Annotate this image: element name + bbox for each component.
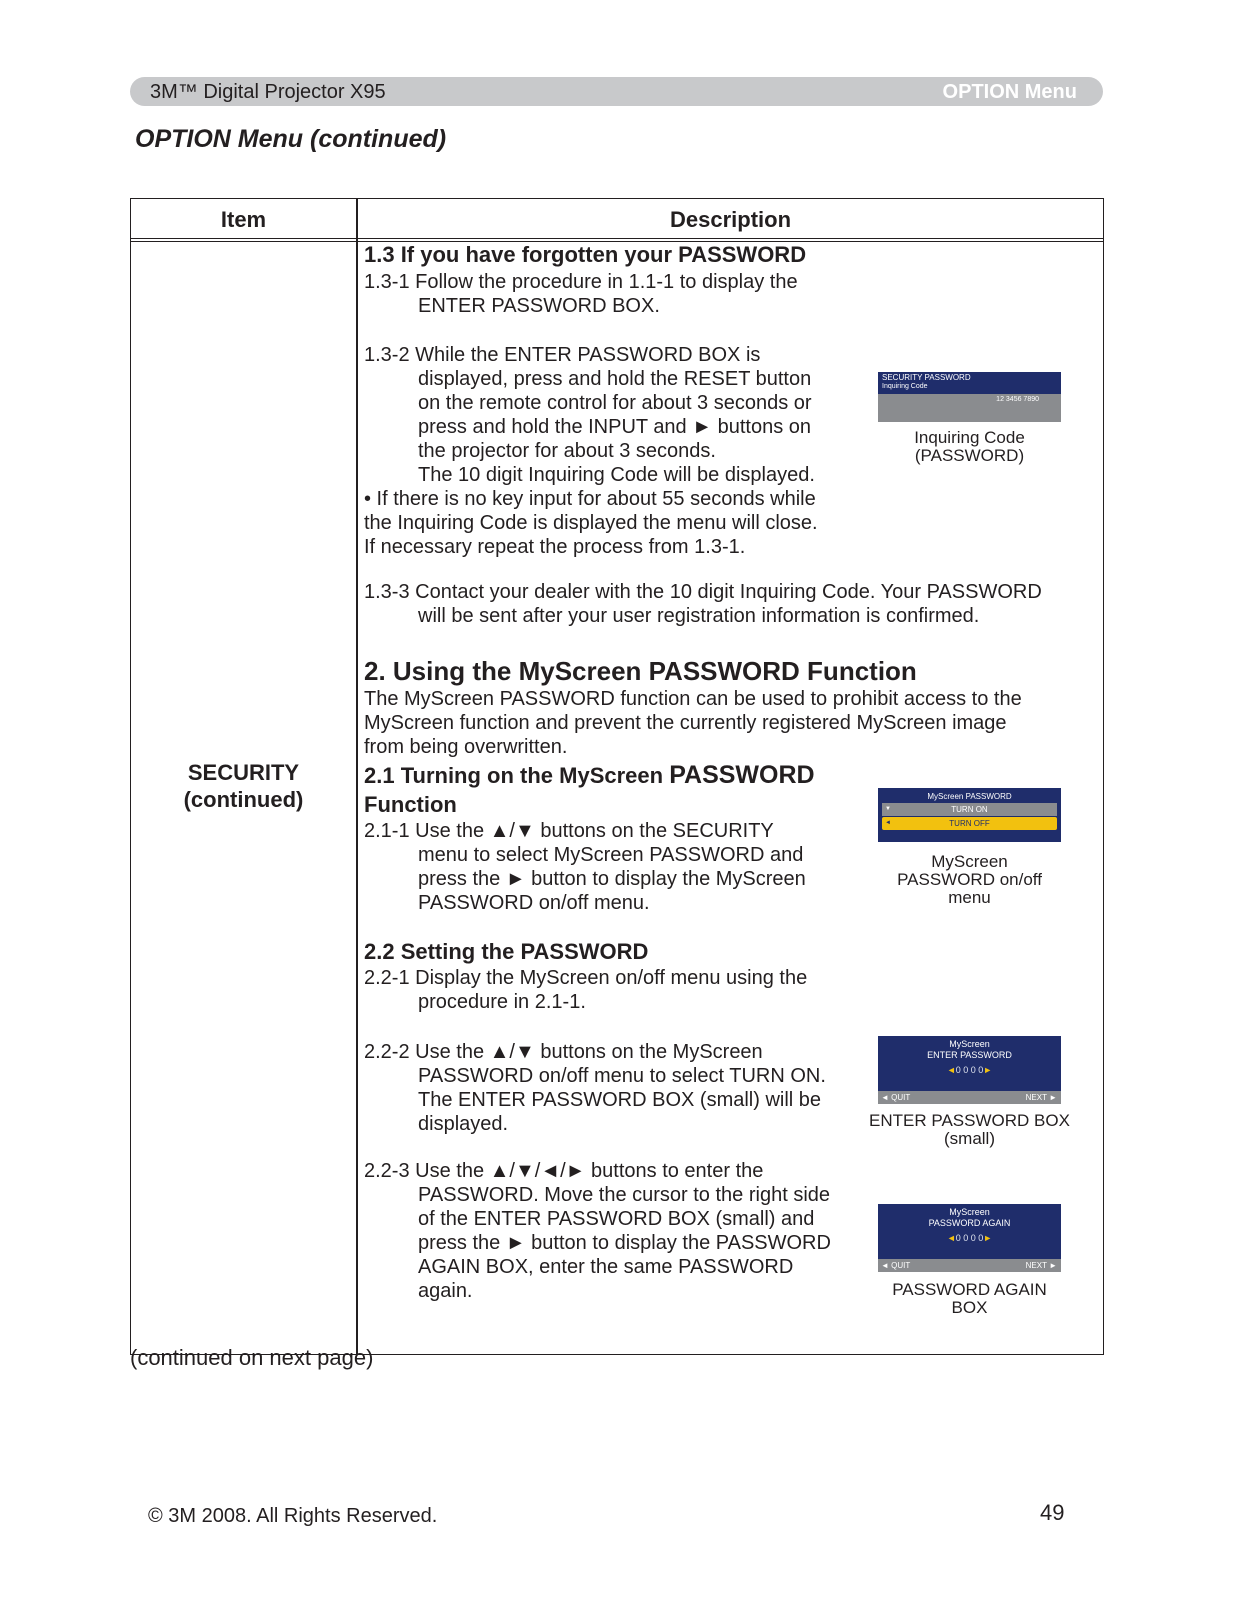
myscreen-password-onoff-caption bbox=[851, 853, 1088, 907]
osd4-digit-values: 0 0 0 0 bbox=[955, 1233, 984, 1243]
step-1-3-3-line1: 1.3-3 Contact your dealer with the 10 digit Inquiring Code. Your PASSWORD bbox=[364, 581, 1042, 603]
step-1-3-2-line3: on the remote control for about 3 seconds or bbox=[418, 392, 812, 414]
step-1-3-1-line2: ENTER PASSWORD BOX. bbox=[418, 295, 660, 317]
osd3-caption-line1: ENTER PASSWORD BOX bbox=[869, 1111, 1070, 1130]
section-2-2-heading: 2.2 Setting the PASSWORD bbox=[364, 939, 649, 964]
step-2-1-1-line4: PASSWORD on/off menu. bbox=[418, 892, 650, 914]
header-section-name: OPTION Menu bbox=[942, 81, 1077, 103]
osd4-quit-label: ◄ QUIT bbox=[881, 1261, 911, 1270]
osd4-footer bbox=[878, 1259, 1061, 1272]
osd2-option-turn-off-label: TURN OFF bbox=[949, 819, 990, 828]
osd2-title: MyScreen PASSWORD bbox=[927, 792, 1012, 801]
section-2-2 bbox=[364, 937, 807, 1014]
step-1-3-2-line4: press and hold the INPUT and ► buttons on bbox=[418, 416, 811, 438]
step-2-2-3-line2: PASSWORD. Move the cursor to the right side bbox=[418, 1184, 831, 1206]
section-1-3-heading: 1.3 If you have forgotten your PASSWORD bbox=[364, 242, 807, 267]
osd4-digits bbox=[878, 1229, 1061, 1247]
osd1-caption-line1: Inquiring Code bbox=[914, 428, 1025, 447]
footer-copyright: © 3M 2008. All Rights Reserved. bbox=[148, 1505, 438, 1527]
section-2 bbox=[364, 655, 1022, 759]
osd3-next-label: NEXT ► bbox=[1025, 1093, 1057, 1102]
step-2-2-3 bbox=[364, 1159, 831, 1303]
step-2-2-2-line1: 2.2-2 Use the ▲/▼ buttons on the MyScreen bbox=[364, 1041, 763, 1063]
osd1-title: SECURITY PASSWORD bbox=[882, 373, 971, 382]
step-1-3-1 bbox=[364, 270, 806, 318]
osd3-quit-label: ◄ QUIT bbox=[881, 1093, 911, 1102]
continued-note: (continued on next page) bbox=[130, 1345, 374, 1370]
osd2-bullet-icon: ▼ bbox=[885, 806, 891, 812]
step-1-3-1-line1: 1.3-1 Follow the procedure in 1.1-1 to display the bbox=[364, 271, 798, 293]
step-1-3-2-line1: 1.3-2 While the ENTER PASSWORD BOX is bbox=[364, 344, 761, 366]
column-divider bbox=[356, 199, 358, 1354]
step-2-2-3-line5: AGAIN BOX, enter the same PASSWORD bbox=[418, 1256, 794, 1278]
step-1-3-2 bbox=[364, 343, 818, 559]
section-2-intro-line1: The MyScreen PASSWORD function can be used to prohibit access to the bbox=[364, 688, 1022, 710]
osd3-caption-line2: (small) bbox=[944, 1129, 995, 1148]
myscreen-password-onoff-screen bbox=[878, 788, 1061, 842]
osd3-right-arrow-icon: ► bbox=[983, 1065, 993, 1075]
step-1-3-2-line5: the projector for about 3 seconds. bbox=[418, 440, 716, 462]
osd4-left-arrow-icon: ◄ bbox=[946, 1233, 956, 1243]
step-1-3-3 bbox=[364, 580, 1042, 628]
section-2-1-heading bbox=[364, 761, 815, 790]
step-2-2-3-line3: of the ENTER PASSWORD BOX (small) and bbox=[418, 1208, 815, 1230]
password-again-box-screen bbox=[878, 1204, 1061, 1272]
option-table bbox=[130, 198, 1104, 1355]
footer-page-number: 49 bbox=[1040, 1500, 1065, 1525]
osd3-digit-values: 0 0 0 0 bbox=[955, 1065, 984, 1075]
osd3-footer bbox=[878, 1091, 1061, 1104]
step-2-1-1-line1: 2.1-1 Use the ▲/▼ buttons on the SECURITY bbox=[364, 820, 774, 842]
osd2-option-turn-on-label: TURN ON bbox=[951, 805, 988, 814]
section-1-3 bbox=[364, 243, 806, 318]
section-2-intro-line3: from being overwritten. bbox=[364, 736, 568, 758]
osd4-title-line2: PASSWORD AGAIN bbox=[928, 1218, 1011, 1228]
step-2-2-3-line4: press the ► button to display the PASSWORD bbox=[418, 1232, 831, 1254]
enter-password-box-caption bbox=[851, 1112, 1088, 1148]
header-product-name: 3M™ Digital Projector X95 bbox=[150, 81, 386, 103]
page-title: OPTION Menu (continued) bbox=[135, 125, 447, 153]
osd4-title-line1: MyScreen bbox=[949, 1207, 990, 1217]
step-2-1-1-line2: menu to select MyScreen PASSWORD and bbox=[418, 844, 804, 866]
inquiring-code-screen bbox=[878, 372, 1061, 422]
inquiring-code-caption bbox=[851, 429, 1088, 465]
section-2-1-heading-part2: PASSWORD bbox=[669, 761, 815, 789]
password-again-box-caption bbox=[851, 1281, 1088, 1317]
step-2-2-2-line4: displayed. bbox=[418, 1113, 509, 1135]
step-1-3-3-line2: will be sent after your user registration information is confirmed. bbox=[418, 605, 980, 627]
step-2-2-2-line2: PASSWORD on/off menu to select TURN ON. bbox=[418, 1065, 826, 1087]
osd3-title-line1: MyScreen bbox=[949, 1039, 990, 1049]
note-line2: the Inquiring Code is displayed the menu will close. bbox=[364, 512, 818, 534]
section-2-intro-line2: MyScreen function and prevent the currently registered MyScreen image bbox=[364, 712, 1007, 734]
step-2-2-2-line3: The ENTER PASSWORD BOX (small) will be bbox=[418, 1089, 822, 1111]
osd4-caption-line1: PASSWORD AGAIN bbox=[892, 1280, 1047, 1299]
step-1-3-2-line6: The 10 digit Inquiring Code will be displayed. bbox=[418, 464, 815, 486]
osd2-option-turn-off bbox=[882, 817, 1057, 830]
osd4-caption-line2: BOX bbox=[951, 1298, 988, 1317]
step-2-2-3-line1: 2.2-3 Use the ▲/▼/◄/► buttons to enter the bbox=[364, 1160, 764, 1182]
osd2-bullet-icon-2: ◄ bbox=[885, 820, 891, 826]
item-label-line1: SECURITY bbox=[187, 760, 300, 785]
osd3-digits bbox=[878, 1061, 1061, 1079]
osd2-caption-line2: PASSWORD on/off bbox=[897, 870, 1042, 889]
step-2-2-1-line1: 2.2-1 Display the MyScreen on/off menu using the bbox=[364, 967, 808, 989]
step-1-3-2-line2: displayed, press and hold the RESET button bbox=[418, 368, 812, 390]
osd2-caption-line1: MyScreen bbox=[931, 852, 1008, 871]
step-2-2-1-line2: procedure in 2.1-1. bbox=[418, 991, 586, 1013]
osd2-caption-line3: menu bbox=[948, 888, 991, 907]
section-2-1-heading-part1: 2.1 Turning on the MyScreen bbox=[364, 763, 670, 788]
osd3-left-arrow-icon: ◄ bbox=[946, 1065, 956, 1075]
osd3-title-line2: ENTER PASSWORD bbox=[927, 1050, 1012, 1060]
step-2-2-3-line6: again. bbox=[418, 1280, 473, 1302]
column-header-description: Description bbox=[669, 207, 792, 232]
osd2-option-turn-on bbox=[882, 803, 1057, 816]
step-2-2-2 bbox=[364, 1040, 826, 1136]
section-2-heading: 2. Using the MyScreen PASSWORD Function bbox=[364, 656, 917, 686]
section-2-1-heading-line2: Function bbox=[364, 792, 457, 817]
osd1-caption-line2: (PASSWORD) bbox=[914, 446, 1025, 465]
osd1-code: 12 3456 7890 bbox=[996, 396, 1039, 403]
osd4-right-arrow-icon: ► bbox=[983, 1233, 993, 1243]
enter-password-box-screen bbox=[878, 1036, 1061, 1104]
note-line3: If necessary repeat the process from 1.3-1. bbox=[364, 536, 746, 558]
osd1-subtitle: Inquiring Code bbox=[882, 383, 928, 390]
section-2-1 bbox=[364, 761, 815, 915]
osd4-next-label: NEXT ► bbox=[1025, 1261, 1057, 1270]
column-header-item: Item bbox=[220, 207, 267, 232]
item-label-line2: (continued) bbox=[183, 787, 304, 812]
step-2-1-1-line3: press the ► button to display the MyScreen bbox=[418, 868, 806, 890]
header-bar bbox=[130, 77, 1103, 106]
osd1-title-bar bbox=[878, 372, 1061, 394]
note-line1: • If there is no key input for about 55 seconds while bbox=[364, 488, 816, 510]
item-cell-security bbox=[131, 759, 356, 813]
